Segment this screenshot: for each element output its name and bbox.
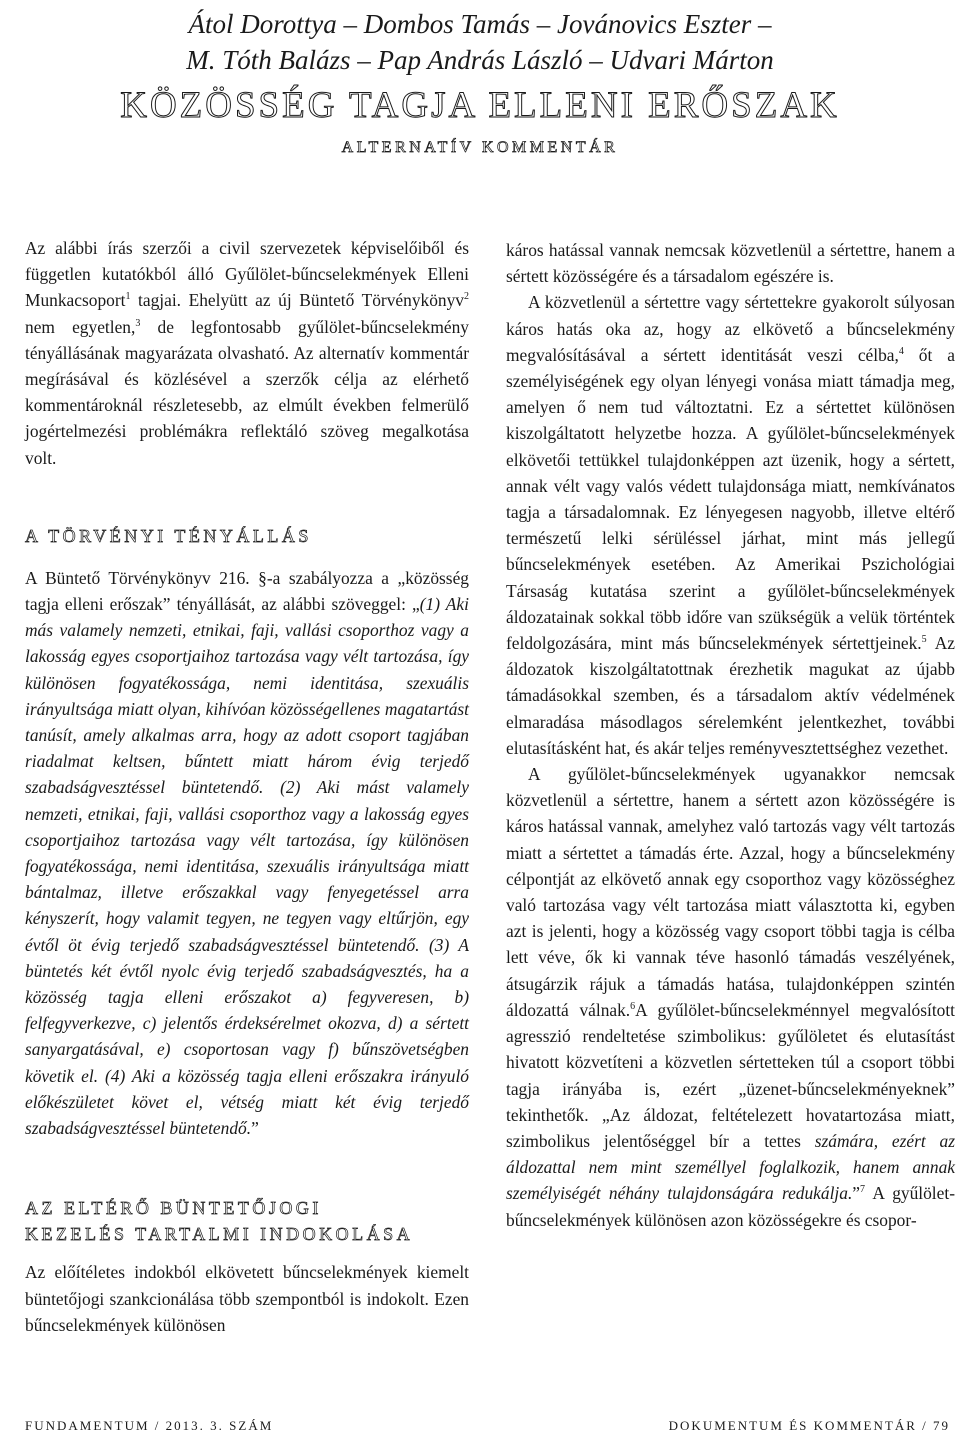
left-column	[25, 235, 469, 1338]
victim-impact-paragraph: A közvetlenül a sértettre vagy sértettekre gyakorolt súlyosan káros hatás oka az, hogy az elkövető a bűncselekmény megvalósításával a sértett identitását veszi célba,$^4$ őt a személyiségének egy olyan lényegi vonása miatt támadja meg, amelyen ő nem tud változtatni. Ez a sértettet különösen kiszolgáltatott helyzetbe hozza. A gyűlölet-bűncselekmények elkövetői tettükkel tulajdonképpen azt üzenik, hogy a sértett, annak vélt vagy valós védett tulajdonsága miatt, nemkívánatos tagja a társadalomnak. Ez lényegesen nagyobb, illetve eltérő természetű lelki sérüléssel járhat, mint más jellegű bűncselekmények esetében. Az Amerikai Pszichológiai Társaság kutatása szerint a gyűlölet-bűncselekmények áldozatainak sokkal több időre van szükségük a velük történtek feldolgozására, mint más bűncselekmények sértettjeinek.$^5$ Az áldozatok kiszolgáltatottnak érezhetik magukat az újabb támadásokkal szemben, és a társadalom aktív védelmének elmaradása másodlagos sérelemként jelentkezhet, további elutasításként hat, és akár teljes reményvesztettséghez vezethet.	[506, 292, 955, 758]
community-impact-paragraph: A gyűlölet-bűncselekmények ugyanakkor nemcsak közvetlenül a sértettre, hanem a sértett azon közösségére is káros hatással vannak, amelyhez való tartozás vagy vélt tartozás miatt a sértettet a támadás érte. Azzal, hogy a bűncselekmény célpontját az elkövető annak egy csoporthoz vagy közösséghez való tartozása vagy vélt tartozása miatt választotta ki, egyben azt is jelenti, hogy a közösség vagy csoport többi tagja is célba lett véve, ők ki vannak téve hasonló támadás veszélyének, átsugárzik rájuk a támadás hatása, tulajdonképpen szintén áldozattá válnak.$^6$A gyűlölet-bűncselekménnyel megvalósított agresszió rendeltetése szimbolikus: gyűlöletet és elutasítást hivatott közvetíteni a közvetlen sértetteken túl a csoport többi tagja irányába is, ezért „üzenet-bűncselekményeknek” tekinthetők. „Az áldozat, feltételezett hovatartozása miatt, szimbolikus jelentőséggel bír a tettes számára, ezért az áldozattal nem mint személlyel foglalkozik, hanem annak személyiségét néhány tulajdonságára redukálja.”$^7$ A gyűlölet-bűncselekmények különösen azon közösségekre és csopor-	[506, 764, 956, 1230]
right-column	[506, 237, 955, 1233]
article-title: KÖZÖSSÉG TAGJA ELLENI ERŐSZAK	[120, 85, 840, 126]
authors-line-1: Átol Dorottya – Dombos Tamás – Jovánovics Eszter –	[188, 9, 772, 39]
footnote-1[interactable]: 1	[125, 291, 131, 303]
footer-journal: FUNDAMENTUM / 2013. 3. SZÁM	[25, 1418, 274, 1433]
continued-paragraph: káros hatással vannak nemcsak közvetlenül a sértettre, hanem a sértett közösségére és a társadalom egészére is.	[506, 240, 955, 287]
section-heading-statutory: A TÖRVÉNYI TÉNYÁLLÁS	[25, 525, 312, 546]
footnote-2[interactable]: 2	[464, 291, 469, 303]
footer-section-page: DOKUMENTUM ÉS KOMMENTÁR / 79	[668, 1418, 950, 1433]
statute-paragraph: A Büntető Törvénykönyv 216. §-a szabályozza a „közösség tagja elleni erőszak” tényállását, az alábbi szöveggel: „(1) Aki más valamely nemzeti, etnikai, faji, vallási csoporthoz vagy a lakosság egyes csoportjaihoz tartozása vagy vélt tartozása, így különösen fogyatékossága, nemi identitása, szexuális irányultsága miatt olyan, kihívóan közösségellenes magatartást tanúsít, amely alkalmas arra, hogy az adott csoport tagjában riadalmat keltsen, bűntett miatt három évig terjedő szabadságvesztéssel büntetendő. (2) Aki mást valamely nemzeti, etnikai, faji, vallási csoporthoz vagy a lakosság egyes csoportjaihoz tartozása vagy vélt tartozása, így különösen fogyatékossága, nemi identitása, szexuális irányultsága miatt bántalmaz, illetve erőszakkal vagy fenyegetéssel arra kényszerít, hogy valamit tegyen, ne tegyen vagy eltűrjön, egy évtől öt évig terjedő szabadságvesztéssel büntetendő. (3) A büntetés két évtől nyolc évig terjedő szabadságvesztés, ha a közösség tagja elleni erőszakot a) fegyveresen, b) felfegyverkezve, c) jelentős érdeksérelmet okozva, d) a sértett sanyargatásával, e) csoportosan vagy f) bűnszövetségben követik el. (4) Aki a közösség tagja elleni erőszakra irányuló előkészületet követ el, vétség miatt két évig terjedő szabadságvesztéssel büntetendő.”	[25, 567, 469, 1139]
statute-quote: (1) Aki más valamely nemzeti, etnikai, faji, vallási csoporthoz vagy a lakosság egyes csoportjaihoz tartozása vagy vélt tartozása, így különösen fogyatékossága, nemi identitása, szexuális irányultsága miatt olyan, kihívóan közösségellenes magatartást tanúsít, amely alkalmas arra, hogy az adott csoport tagjában riadalmat keltsen, bűntett miatt három évig terjedő szabadságvesztéssel büntetendő. (2) Aki mást valamely nemzeti, etnikai, faji, vallási csoporthoz vagy a lakosság egyes csoportjaihoz tartozása vagy vélt tartozása, így különösen fogyatékossága, nemi identitása, szexuális irányultsága miatt bántalmaz, illetve erőszakkal vagy fenyegetéssel arra kényszerít, hogy valamit tegyen, ne tegyen vagy eltűrjön, egy évtől öt évig terjedő szabadságvesztéssel büntetendő. (3) A büntetés két évtől nyolc évig terjedő szabadságvesztés, ha a közösség tagja elleni erőszakot a) fegyveresen, b) felfegyverkezve, c) jelentős érdeksérelmet okozva, d) a sértett sanyargatásával, e) csoportosan vagy f) bűnszövetségben követik el. (4) Aki a közösség tagja elleni erőszakra irányuló előkészületet követ el, vétség miatt két évig terjedő szabadságvesztéssel büntetendő.	[25, 594, 469, 1139]
article-subtitle: ALTERNATÍV KOMMENTÁR	[341, 139, 619, 156]
footnote-5[interactable]: 5	[921, 634, 927, 646]
authors	[0, 6, 960, 78]
footnote-6[interactable]: 6	[630, 1001, 636, 1013]
footnote-4[interactable]: 4	[898, 346, 904, 358]
footnote-7[interactable]: 7	[860, 1184, 866, 1196]
authors-line-2: M. Tóth Balázs – Pap András László – Udvari Márton	[186, 45, 774, 75]
footnote-3[interactable]: 3	[135, 317, 141, 329]
section-heading-justification: AZ ELTÉRŐ BÜNTETŐJOGI KEZELÉS TARTALMI INDOKOLÁSA	[25, 1198, 414, 1245]
justification-paragraph: Az előítéletes indokból elkövetett bűncselekmények kiemelt büntetőjogi szankcionálása több szempontból is indokolt. Ezen bűncselekmények különösen	[25, 1262, 469, 1335]
intro-paragraph: Az alábbi írás szerzői a civil szervezetek képviselőiből és független kutatókból álló Gyűlölet-bűncselekmények Elleni Munkacsoport$^1$ tagjai. Ehelyütt az új Büntető Törvénykönyv$^2$ nem egyetlen,$^3$ de legfontosabb gyűlölet-bűncselekmény tényállásának magyarázata olvasható. Az alternatív kommentár megírásával és közlésével a szerzők célja az elérhető kommentároknál részletesebb, az elmúlt években felmerülő jogértelmezési problémákra reflektáló szöveg megalkotása volt.	[25, 238, 469, 468]
